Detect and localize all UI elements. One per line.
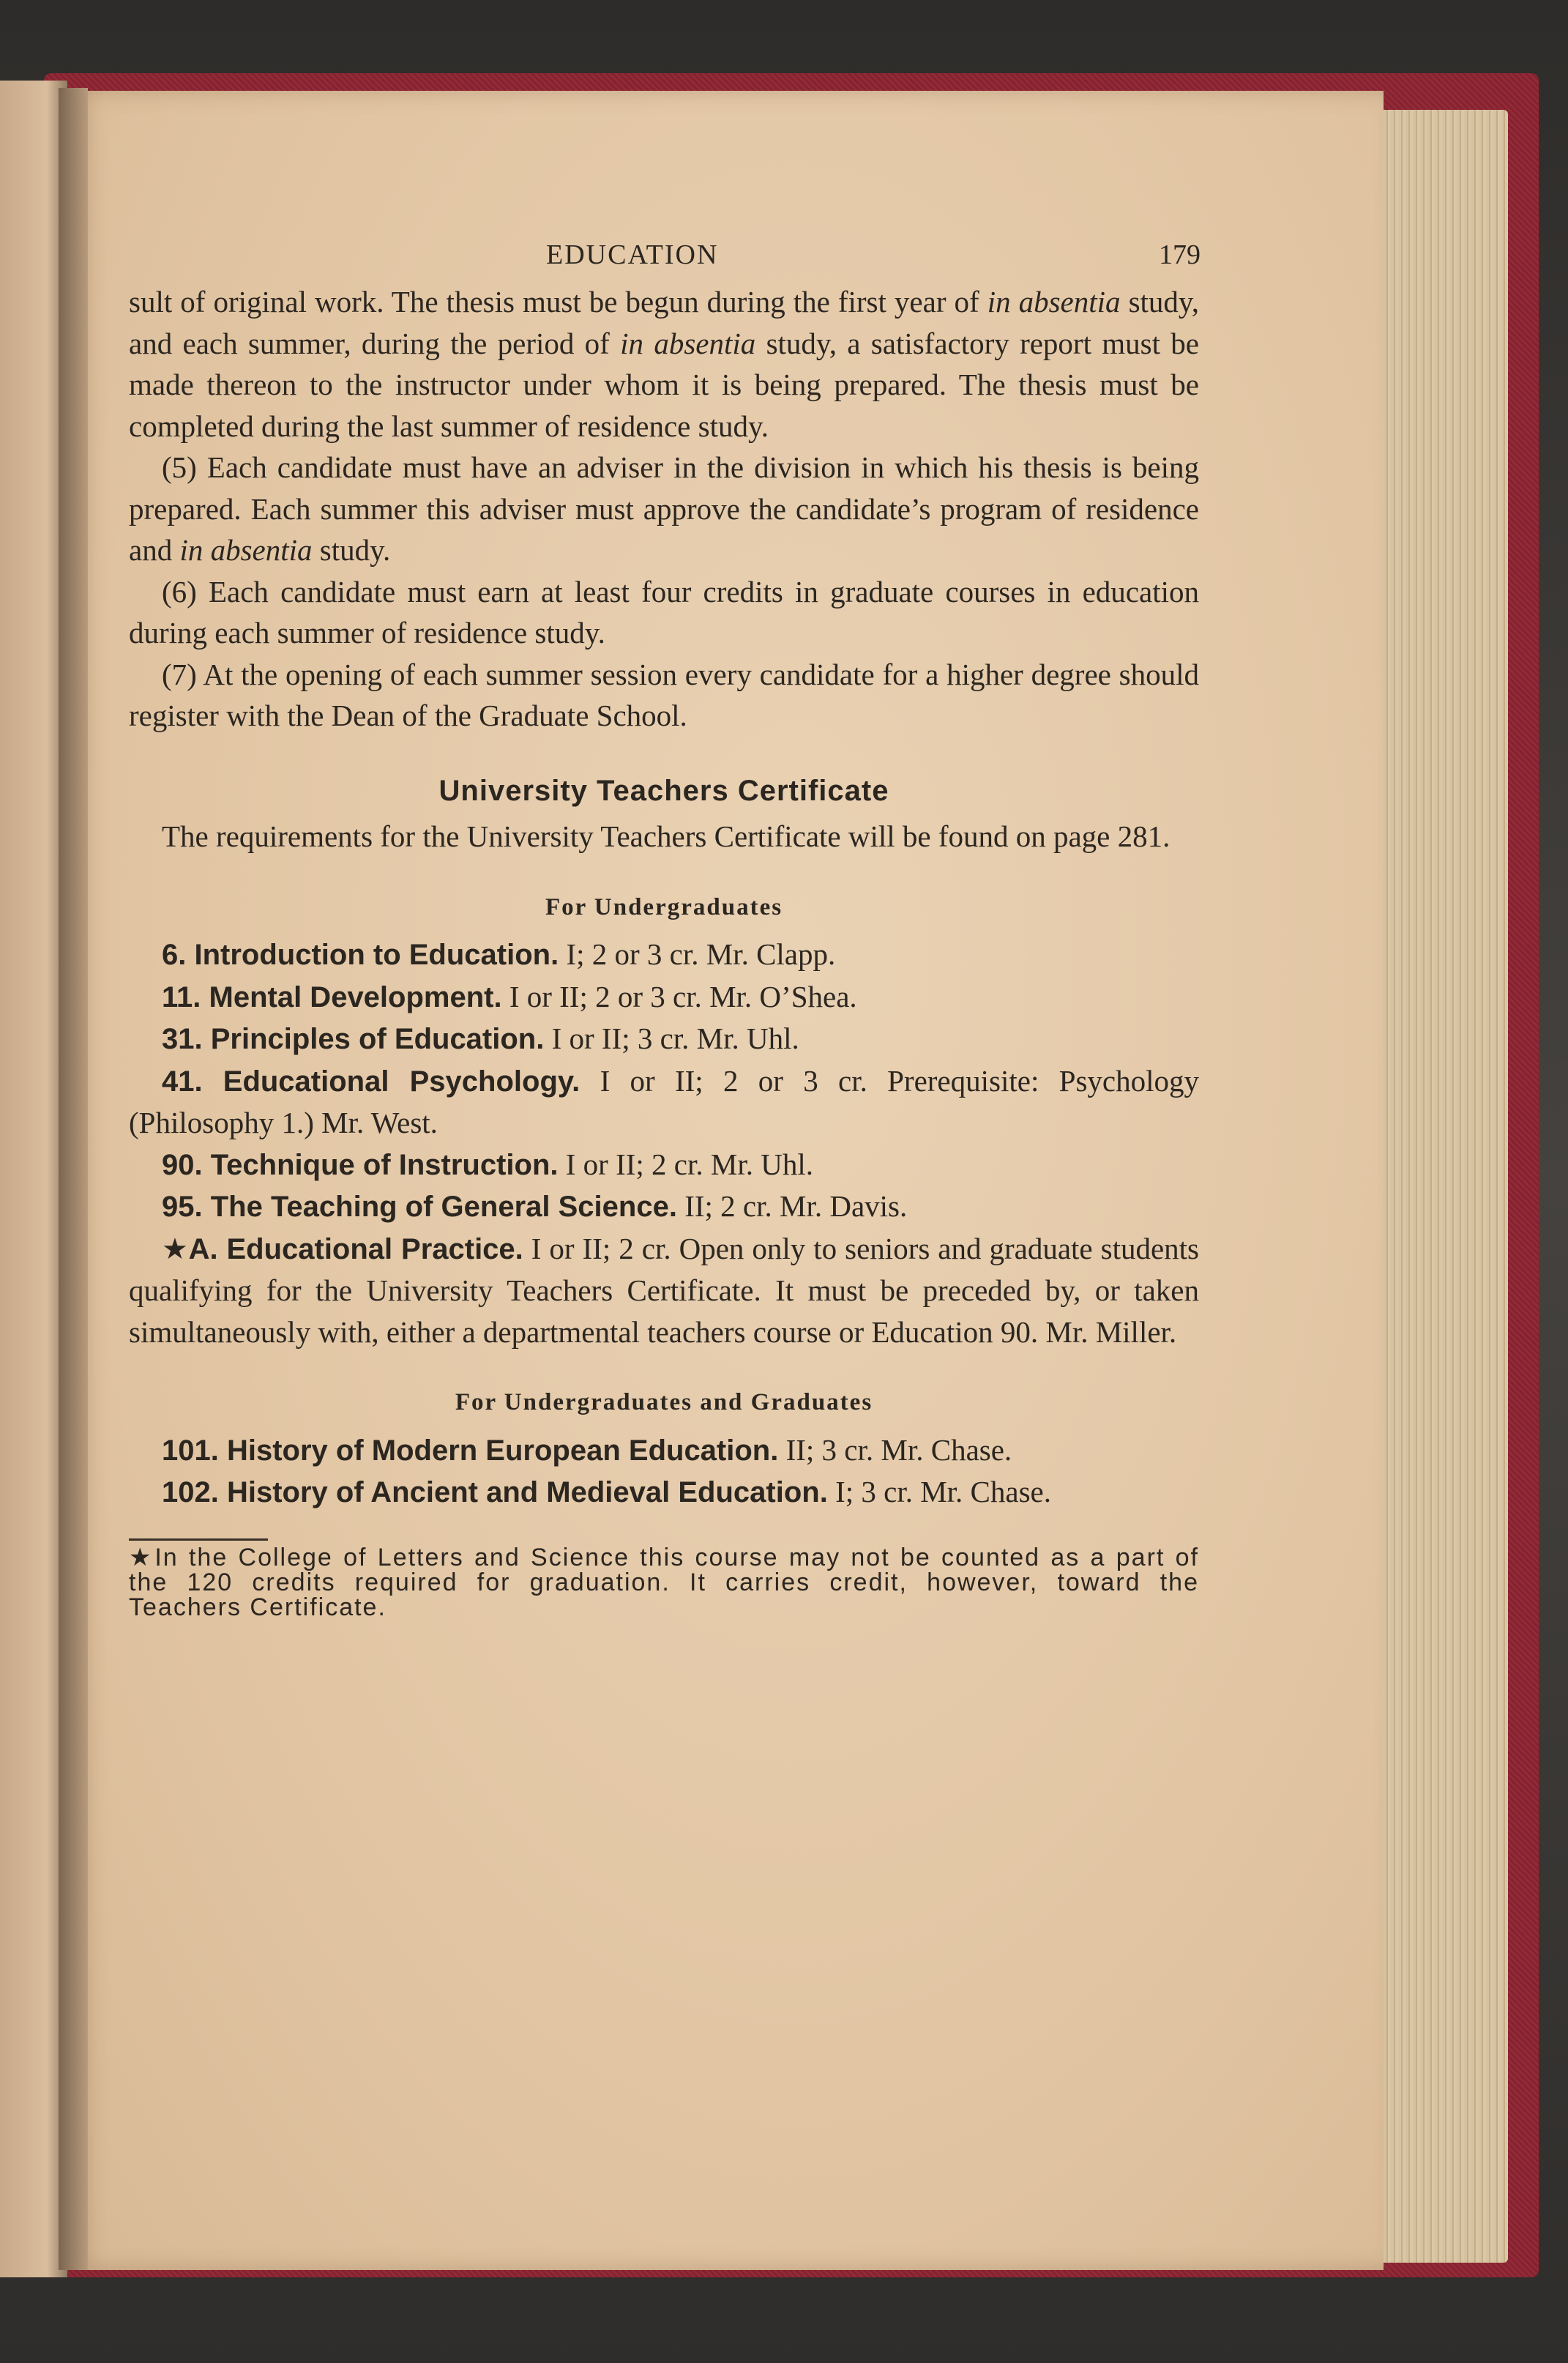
section-heading-undergraduates: For Undergraduates [545, 893, 783, 920]
page-content [129, 234, 1199, 1620]
section-heading-undergraduates-and-graduates: For Undergraduates and Graduates [455, 1389, 873, 1415]
course-entry: ★A. Educational Practice. I or II; 2 cr. Open only to seniors and graduate students qualifying for the University Teachers Certificate. It must be preceded by, or taken simultaneously with, either a departmental teachers course or Education 90. Mr. Miller. [129, 1231, 1200, 1349]
page-edges [1376, 110, 1508, 2263]
course-entry: 101. History of Modern European Education. II; 3 cr. Mr. Chase. [162, 1432, 1012, 1467]
course-entry: 95. The Teaching of General Science. II; 2 cr. Mr. Davis. [162, 1189, 908, 1223]
course-entry: 41. Educational Psychology. I or II; 2 or 3 cr. Prerequisite: Psychology (Philosophy 1.) Mr. West. [129, 1063, 1199, 1139]
undergraduate-courses [129, 934, 1199, 1352]
page-gutter [59, 88, 88, 2270]
facing-page-edge [0, 81, 67, 2277]
course-entry: 11. Mental Development. I or II; 2 or 3 cr. Mr. O’Shea. [162, 979, 857, 1013]
paragraph-7: (7) At the opening of each summer session every candidate for a higher degree should register with the Dean of the Graduate School. [129, 657, 1199, 732]
running-head-title: EDUCATION [546, 239, 719, 270]
paragraph-6: (6) Each candidate must earn at least four credits in graduate courses in education during each summer of residence study. [129, 574, 1199, 650]
footnote [129, 1545, 1199, 1620]
paragraph-thesis: sult of original work. The thesis must be begun during the first year of in absentia study, and each summer, during the period of in absentia study, a satisfactory report must be made thereon to the instructor under whom it is being prepared. The thesis must be completed during the last summer of residence study. [129, 285, 1200, 443]
certificate-text: The requirements for the University Teachers Certificate will be found on page 281. [162, 819, 1171, 853]
footnote-rule [129, 1538, 268, 1541]
paragraph-5: (5) Each candidate must have an adviser in the division in which his thesis is being prepared. Each summer this adviser must approve the candidate’s program of residence and in absentia study. [129, 450, 1199, 567]
running-head [546, 234, 1199, 271]
course-entry: 31. Principles of Education. I or II; 3 cr. Mr. Uhl. [162, 1022, 799, 1055]
course-entry: 6. Introduction to Education. I; 2 or 3 cr. Mr. Clapp. [162, 937, 836, 971]
page-number: 179 [1159, 239, 1201, 270]
course-entry: 102. History of Ancient and Medieval Education. I; 3 cr. Mr. Chase. [162, 1475, 1052, 1508]
section-heading-certificate: University Teachers Certificate [438, 774, 889, 807]
footnote-text: ★In the College of Letters and Science this course may not be counted as a part of the 120 credits required for graduation. It carries credit, however, toward the Teachers Certificate. [129, 1543, 1199, 1621]
course-entry: 90. Technique of Instruction. I or II; 2 cr. Mr. Uhl. [162, 1147, 813, 1181]
graduate-courses [129, 1429, 1199, 1514]
